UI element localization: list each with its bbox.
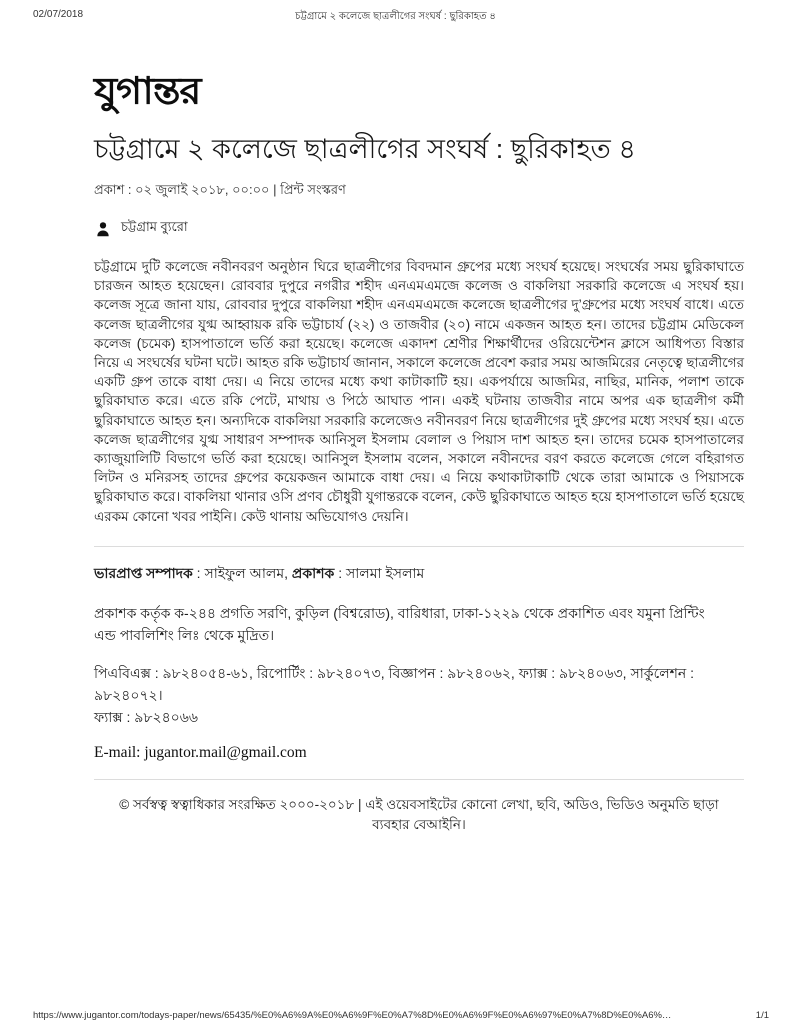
divider	[94, 546, 744, 547]
editor-label: ভারপ্রাপ্ত সম্পাদক	[94, 564, 193, 581]
publisher-label: প্রকাশক	[291, 564, 335, 581]
print-header	[0, 9, 791, 26]
print-date: 02/07/2018	[33, 9, 84, 20]
page-number: 1/1	[755, 1010, 769, 1021]
fax-line: ফ্যাক্স : ৯৮২৪০৬৬	[94, 708, 198, 725]
divider	[94, 779, 744, 780]
article-content	[94, 72, 744, 835]
email-line: E-mail: jugantor.mail@gmail.com	[94, 743, 307, 761]
article-body: চট্টগ্রামে দুটি কলেজে নবীনবরণ অনুষ্ঠান ঘিরে ছাত্রলীগের বিবদমান গ্রুপের মধ্যে সংঘর্ষ হয়েছে। সংঘর্ষের সময় ছুরিকাঘাতে চারজন আহত হয়েছেন। রোববার দুপুরে নগরীর শহীদ এনএমএমজে কলেজ ও বাকলিয়া সরকারি কলেজে এ সংঘর্ষ হয়। কলেজ সূত্রে জানা যায়, রোববার দুপুরে বাকলিয়া শহীদ এনএমএমজে কলেজে ছাত্রলীগের দু’গ্রুপের মধ্যে সংঘর্ষ বাধে। এতে কলেজ ছাত্রলীগের যুগ্ম আহ্বায়ক রকি ভট্টাচার্য (২২) ও তাজবীর (২০) নামে একজন আহত হন। তাদের চট্টগ্রাম মেডিকেল কলেজ (চমেক) হাসপাতালে ভর্তি করা হয়েছে। কলেজে একাদশ শ্রেণীর শিক্ষার্থীদের ওরিয়েন্টেশন ক্লাসে আধিপত্য বিস্তার নিয়ে এ সংঘর্ষের ঘটনা ঘটে। আহত রকি ভট্টাচার্য জানান, সকালে কলেজে প্রবেশ করার সময় আজমিরের নেতৃত্বে ছাত্রলীগের একটি গ্রুপ তাকে বাধা দেয়। এ নিয়ে তাদের মধ্যে কথা কাটাকাটি হয়। একপর্যায়ে আজমির, নাছির, মানিক, পলাশ তাকে ছুরিকাঘাত করে। এতে রকি পেটে, মাথায় ও পিঠে আঘাত পান। একই ঘটনায় তাজবীর নামে অপর এক ছাত্রলীগ কর্মী ছুরিকাঘাতে আহত হন। অন্যদিকে বাকলিয়া সরকারি কলেজেও নবীনবরণ নিয়ে ছাত্রলীগের দুই গ্রুপের মধ্যে সংঘর্ষ হয়। এতে কলেজ ছাত্রলীগের যুগ্ম সাধারণ সম্পাদক আনিসুল ইসলাম বেলাল ও পিয়াস দাশ আহত হন। তাদের চমেক হাসপাতালের ক্যাজুয়ালিটি বিভাগে ভর্তি করা হয়েছে। আনিসুল ইসলাম বলেন, সকালে নবীনদের বরণ করতে কলেজে গেলে বহিরাগত লিটন ও মনিরসহ তাদের গ্রুপের কয়েকজন আমাকে বাধা দেয়। এ নিয়ে কথাকাটাকাটি থেকে তারা আমাকে ও পিয়াসকে ছুরিকাঘাত করে। বাকলিয়া থানার ওসি প্রণব চৌধুরী যুগান্তরকে বলেন, কেউ ছুরিকাঘাতে আহত হয়ে হাসপাতালে ভর্তি হয়েছে এরকম কোনো খবর পাইনি। কেউ থানায় অভিযোগও দেয়নি।	[94, 259, 744, 524]
phone-line: পিএবিএক্স : ৯৮২৪০৫৪-৬১, রিপোর্টিং : ৯৮২৪০৭৩, বিজ্ঞাপন : ৯৮২৪০৬২, ফ্যাক্স : ৯৮২৪০৬৩, সার্কুলেশন : ৯৮২৪০৭২।	[94, 664, 695, 703]
source-url: https://www.jugantor.com/todays-paper/news/65435/%E0%A6%9A%E0%A6%9F%E0%A7%8D%E0%A6%9F%E0%A6%97%E0%A7%8D%E0%A6%…	[33, 1010, 672, 1021]
publish-date-line: প্রকাশ : ০২ জুলাই ২০১৮, ০০:০০ | প্রিন্ট সংস্করণ	[94, 182, 346, 197]
publisher-name: : সালমা ইসলাম	[334, 564, 425, 581]
editor-name: : সাইফুল আলম,	[192, 564, 292, 581]
print-page-title: চট্টগ্রামে ২ কলেজে ছাত্রলীগের সংঘর্ষ : ছুরিকাহত ৪	[295, 11, 496, 22]
article-headline: চট্টগ্রামে ২ কলেজে ছাত্রলীগের সংঘর্ষ : ছুরিকাহত ৪	[94, 134, 636, 164]
copyright-notice: © সর্বস্বত্ব স্বত্বাধিকার সংরক্ষিত ২০০০-২০১৮ | এই ওয়েবসাইটের কোনো লেখা, ছবি, অডিও, ভিডিও অনুমতি ছাড়া ব্যবহার বেআইনি।	[119, 796, 719, 832]
byline	[94, 218, 744, 239]
person-icon	[94, 220, 112, 238]
byline-label: চট্টগ্রাম ব্যুরো	[121, 219, 188, 234]
jugantor-logo: যুগান্তর	[94, 71, 201, 112]
phone-numbers	[94, 662, 744, 728]
editor-publisher-line	[94, 562, 744, 586]
publisher-address: প্রকাশক কর্তৃক ক-২৪৪ প্রগতি সরণি, কুড়িল (বিশ্বরোড), বারিধারা, ঢাকা-১২২৯ থেকে প্রকাশিত এবং যমুনা প্রিন্টিং এন্ড পাবলিশিং লিঃ থেকে মুদ্রিত।	[94, 604, 705, 643]
